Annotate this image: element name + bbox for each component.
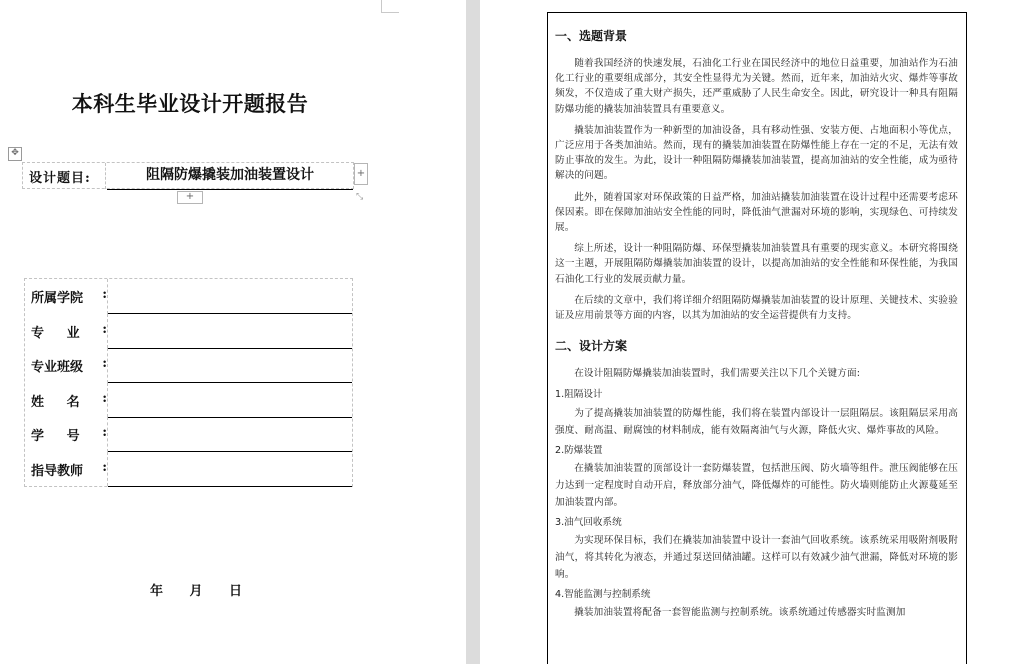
major-label: 专 业 : (31, 321, 107, 341)
content-page (480, 0, 1009, 664)
section-heading: 二、设计方案 (555, 339, 628, 354)
info-row-major (25, 314, 352, 349)
table-move-handle-icon[interactable]: ✥ (8, 147, 22, 161)
date-line: 年 月 日 (150, 584, 243, 599)
college-label: 所属学院 : (31, 287, 107, 306)
paragraph: 综上所述，设计一种阻隔防爆、环保型撬装加油装置具有重要的现实意义。本研究将围绕这一主题，开展阻隔防爆撬装加油装置的设计，以提高加油站的安全性能和环保性能，为我国石油化工行业的发展贡献力量。 (555, 243, 958, 285)
advisor-label: 指导教师 : (31, 459, 107, 479)
info-row-class (25, 348, 352, 383)
paragraph: 在后续的文章中，我们将详细介绍阻隔防爆撬装加油装置的设计原理、关键技术、实验验证及应用前景等方面的内容，以其为加油站的安全运营提供有力支持。 (555, 294, 958, 322)
advisor-field[interactable] (108, 452, 352, 487)
subsection-heading: 3.油气回收系统 (555, 516, 622, 528)
info-row-id (25, 417, 352, 452)
add-row-icon[interactable]: + (177, 191, 203, 204)
paragraph: 随着我国经济的快速发展，石油化工行业在国民经济中的地位日益重要，加油站作为石油化工行业的重要组成部分，其安全性显得尤为关键。然而，近年来，加油站火灾、爆炸等事故频发，不仅造成了重大财产损失，还严重威胁了人民生命安全。因此，研究设计一种具有阻隔防爆功能的撬装加油装置具有重要意义。 (555, 58, 958, 115)
student-id-field[interactable] (108, 417, 352, 452)
document-title: 本科生毕业设计开题报告 (71, 92, 309, 116)
paragraph: 为实现环保目标，我们在撬装加油装置中设计一套油气回收系统。该系统采用吸附剂吸附油气，将其转化为液态，并通过泵送回储油罐。这样可以有效减少油气泄漏，降低对环境的影响。 (555, 535, 958, 581)
student-info-table (24, 278, 353, 487)
crop-mark (381, 12, 399, 13)
crop-mark (381, 0, 382, 12)
info-row-advisor (25, 452, 352, 487)
table-resize-icon[interactable]: ⤡ (356, 192, 364, 202)
class-label: 专业班级 : (31, 356, 107, 375)
page-gutter (466, 0, 480, 664)
name-field[interactable] (108, 383, 352, 418)
major-field[interactable] (108, 314, 352, 349)
name-label: 姓 名 : (31, 390, 107, 410)
info-row-name (25, 383, 352, 418)
topic-value[interactable]: 阻隔防爆撬装加油装置设计 (107, 163, 353, 190)
subsection-heading: 2.防爆装置 (555, 444, 603, 456)
paragraph: 在设计阻隔防爆撬装加油装置时，我们需要关注以下几个关键方面: (574, 368, 861, 380)
cover-page (0, 0, 466, 664)
student-id-label: 学 号 : (31, 425, 107, 444)
paragraph: 在撬装加油装置的顶部设计一套防爆装置，包括泄压阀、防火墙等组件。泄压阀能够在压力达到一定程度时自动开启，释放部分油气，降低爆炸的可能性。防火墙则能防止火源蔓延至加油装置内部。 (555, 462, 958, 508)
paragraph: 撬装加油装置将配备一套智能监测与控制系统。该系统通过传感器实时监测加 (574, 607, 906, 619)
class-field[interactable] (108, 348, 352, 383)
subsection-heading: 4.智能监测与控制系统 (555, 589, 651, 601)
paragraph: 为了提高撬装加油装置的防爆性能，我们将在装置内部设计一层阻隔层。该阻隔层采用高强度、耐高温、耐腐蚀的材料制成，能有效隔离油气与火源，降低火灾、爆炸事故的风险。 (555, 407, 958, 436)
add-column-icon[interactable]: + (354, 163, 368, 185)
info-row-college (25, 279, 352, 314)
paragraph: 此外，随着国家对环保政策的日益严格，加油站撬装加油装置在设计过程中还需要考虑环保因素。即在保障加油站安全性能的同时，降低油气泄漏对环境的影响，实现绿色、可持续发展。 (555, 191, 958, 234)
subsection-heading: 1.阻隔设计 (555, 389, 603, 401)
topic-label: 设计题目: (29, 171, 91, 186)
content-frame (547, 12, 967, 664)
section-heading: 一、选题背景 (555, 29, 628, 43)
topic-table (22, 162, 354, 189)
college-field[interactable] (108, 279, 352, 314)
paragraph: 撬装加油装置作为一种新型的加油设备，具有移动性强、安装方便、占地面积小等优点，广泛应用于各类加油站。然而，现有的撬装加油装置在防爆性能上存在一定的不足，无法有效防止事故的发生。为此，设计一种阻隔防爆撬装加油装置，提高加油站的安全性能，成为亟待解决的问题。 (555, 124, 958, 182)
